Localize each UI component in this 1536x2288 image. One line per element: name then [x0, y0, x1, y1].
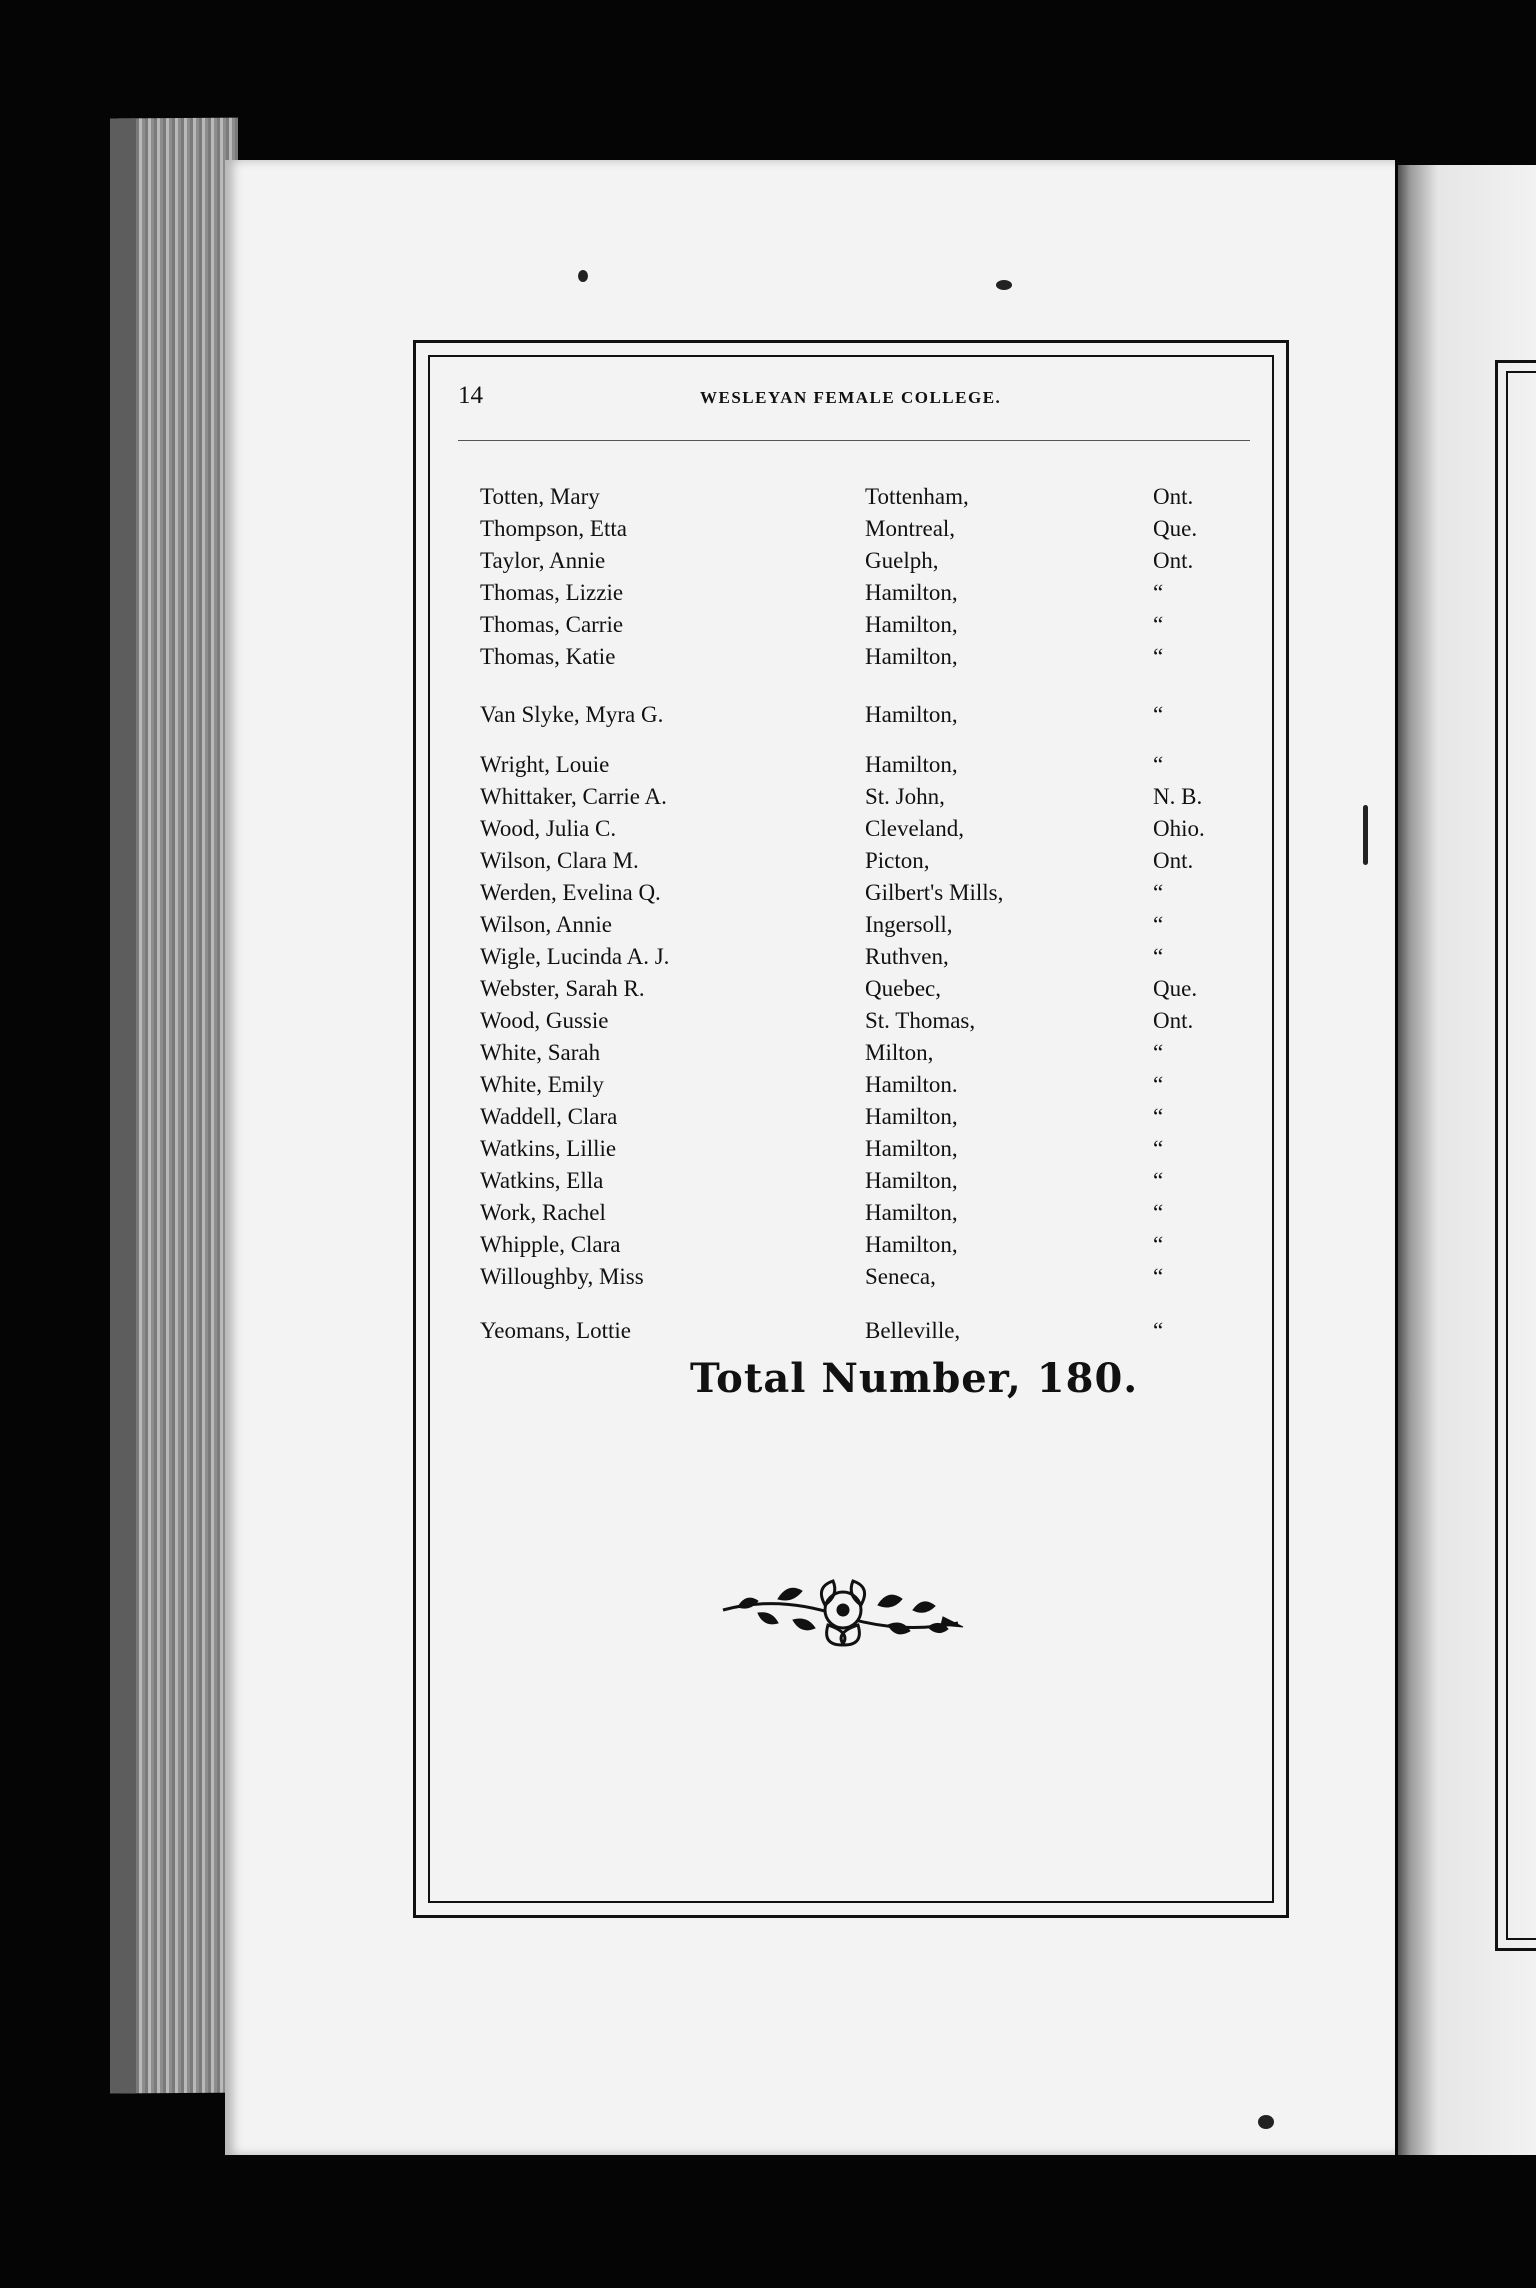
student-province: Ont.	[1153, 1008, 1194, 1033]
student-province: “	[1153, 880, 1164, 905]
student-name: Totten, Mary	[480, 484, 600, 509]
student-province: “	[1153, 1072, 1164, 1097]
student-town: Hamilton.	[865, 1072, 958, 1097]
student-province: “	[1153, 944, 1164, 969]
roster-row	[480, 750, 1240, 780]
roster-row	[480, 878, 1240, 908]
roster-row	[480, 1230, 1240, 1260]
student-province: “	[1153, 1136, 1164, 1161]
roster-row	[480, 782, 1240, 812]
student-province: N. B.	[1153, 784, 1203, 809]
roster-row	[480, 514, 1240, 544]
roster-row	[480, 1198, 1240, 1228]
student-town: Belleville,	[865, 1318, 961, 1343]
student-town: Hamilton,	[865, 1168, 958, 1193]
student-town: Ingersoll,	[865, 912, 953, 937]
roster-row	[480, 700, 1240, 730]
student-name: Work, Rachel	[480, 1200, 606, 1225]
student-town: Hamilton,	[865, 644, 958, 669]
print-speck	[1258, 2115, 1274, 2129]
student-name: Whipple, Clara	[480, 1232, 621, 1257]
student-name: Taylor, Annie	[480, 548, 606, 573]
roster-row	[480, 546, 1240, 576]
student-province: “	[1153, 1040, 1164, 1065]
student-town: Guelph,	[865, 548, 939, 573]
print-speck	[1363, 805, 1368, 865]
roster-row	[480, 1316, 1240, 1346]
student-province: “	[1153, 752, 1164, 777]
student-province: “	[1153, 1168, 1164, 1193]
student-town: Hamilton,	[865, 752, 958, 777]
student-town: Hamilton,	[865, 1200, 958, 1225]
student-town: Cleveland,	[865, 816, 964, 841]
student-province: “	[1153, 912, 1164, 937]
header-rule	[458, 440, 1250, 441]
student-province: “	[1153, 1232, 1164, 1257]
student-town: Hamilton,	[865, 612, 958, 637]
student-province: Que.	[1153, 516, 1198, 541]
student-province: “	[1153, 702, 1164, 727]
student-province: “	[1153, 644, 1164, 669]
student-name: Wood, Gussie	[480, 1008, 609, 1033]
student-name: Wood, Julia C.	[480, 816, 617, 841]
roster-row	[480, 642, 1240, 672]
roster-row	[480, 846, 1240, 876]
roster-row	[480, 974, 1240, 1004]
student-town: Gilbert's Mills,	[865, 880, 1004, 905]
student-name: Van Slyke, Myra G.	[480, 702, 664, 727]
roster-row	[480, 1262, 1240, 1292]
student-name: Wilson, Clara M.	[480, 848, 639, 873]
student-town: Seneca,	[865, 1264, 936, 1289]
student-name: Yeomans, Lottie	[480, 1318, 631, 1343]
student-name: White, Emily	[480, 1072, 604, 1097]
student-province: “	[1153, 580, 1164, 605]
page-number: 14	[458, 382, 483, 409]
roster-row	[480, 578, 1240, 608]
student-town: Picton,	[865, 848, 930, 873]
student-name: Thomas, Katie	[480, 644, 616, 669]
running-head: WESLEYAN FEMALE COLLEGE.	[700, 388, 1002, 407]
student-name: Webster, Sarah R.	[480, 976, 645, 1001]
student-town: Tottenham,	[865, 484, 969, 509]
student-name: Waddell, Clara	[480, 1104, 618, 1129]
student-town: Ruthven,	[865, 944, 949, 969]
book-edge	[118, 118, 238, 2094]
roster-row	[480, 482, 1240, 512]
student-name: Thompson, Etta	[480, 516, 627, 541]
student-name: White, Sarah	[480, 1040, 601, 1065]
student-name: Wilson, Annie	[480, 912, 612, 937]
student-name: Thomas, Carrie	[480, 612, 624, 637]
student-town: Hamilton,	[865, 1104, 958, 1129]
student-province: Que.	[1153, 976, 1198, 1001]
student-province: Ohio.	[1153, 816, 1205, 841]
student-province: Ont.	[1153, 484, 1194, 509]
roster-row	[480, 1102, 1240, 1132]
roster-row	[480, 910, 1240, 940]
student-town: Hamilton,	[865, 1232, 958, 1257]
student-town: Milton,	[865, 1040, 934, 1065]
roster-row	[480, 610, 1240, 640]
roster-row	[480, 1006, 1240, 1036]
student-town: Quebec,	[865, 976, 941, 1001]
student-name: Wigle, Lucinda A. J.	[480, 944, 670, 969]
print-speck	[578, 270, 588, 282]
student-town: Hamilton,	[865, 580, 958, 605]
student-province: “	[1153, 1318, 1164, 1343]
floral-ornament-icon	[718, 1565, 968, 1665]
student-name: Watkins, Ella	[480, 1168, 604, 1193]
student-province: “	[1153, 612, 1164, 637]
roster-row	[480, 1070, 1240, 1100]
student-town: Hamilton,	[865, 702, 958, 727]
student-province: “	[1153, 1200, 1164, 1225]
roster-row	[480, 814, 1240, 844]
student-town: St. Thomas,	[865, 1008, 976, 1033]
student-name: Thomas, Lizzie	[480, 580, 624, 605]
student-province: Ont.	[1153, 548, 1194, 573]
student-name: Werden, Evelina Q.	[480, 880, 661, 905]
student-town: Hamilton,	[865, 1136, 958, 1161]
student-province: “	[1153, 1104, 1164, 1129]
student-province: Ont.	[1153, 848, 1194, 873]
student-town: St. John,	[865, 784, 945, 809]
roster-row	[480, 1134, 1240, 1164]
roster-row	[480, 1166, 1240, 1196]
student-name: Whittaker, Carrie A.	[480, 784, 667, 809]
facing-page-frame	[1495, 360, 1536, 1951]
roster-row	[480, 1038, 1240, 1068]
student-name: Wright, Louie	[480, 752, 610, 777]
total-number: Total Number, 180.	[690, 1355, 1139, 1402]
roster-row	[480, 942, 1240, 972]
student-town: Montreal,	[865, 516, 956, 541]
student-province: “	[1153, 1264, 1164, 1289]
student-name: Watkins, Lillie	[480, 1136, 617, 1161]
print-speck	[996, 280, 1012, 290]
student-name: Willoughby, Miss	[480, 1264, 644, 1289]
